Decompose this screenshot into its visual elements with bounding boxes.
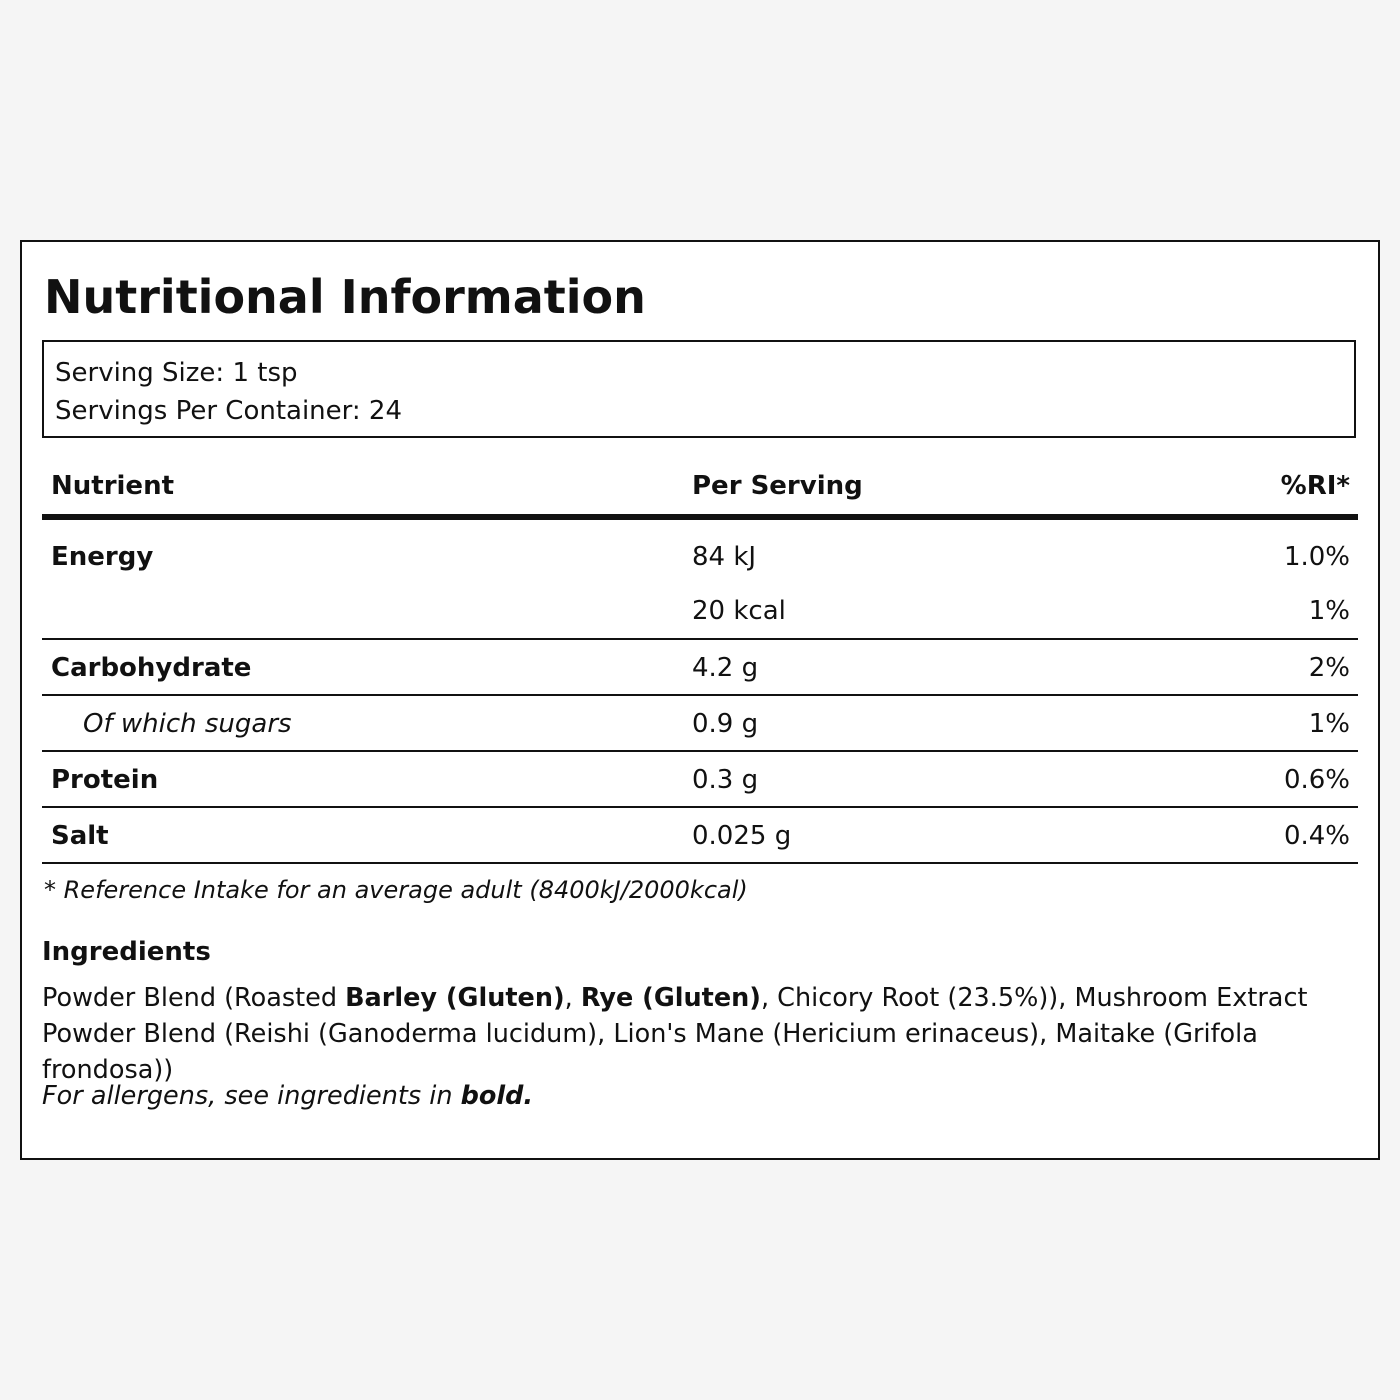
ri-value: 1.0%: [1283, 542, 1350, 572]
nutrient-name: Energy: [51, 542, 154, 572]
per-serving-value: 4.2 g: [692, 653, 759, 683]
page-title: Nutritional Information: [44, 270, 646, 324]
table-row-salt: [42, 808, 1358, 862]
nutrient-name: Salt: [51, 821, 109, 851]
per-serving-value: 0.9 g: [692, 709, 759, 739]
table-header-row: [42, 458, 1358, 514]
column-header-per-serving: Per Serving: [692, 471, 863, 501]
ingredients-part: Powder Blend (Roasted: [42, 983, 346, 1013]
ingredients-text: [42, 980, 1342, 1088]
per-serving-value: 84 kJ: [692, 542, 757, 572]
table-row-sugars: [42, 696, 1358, 750]
table-bottom-rule: [42, 862, 1358, 864]
ri-value: 1%: [1308, 596, 1350, 626]
nutrient-name: Carbohydrate: [51, 653, 252, 683]
allergen-ingredient: Barley (Gluten): [345, 983, 565, 1013]
allergen-note: [42, 1076, 533, 1116]
column-header-nutrient: Nutrient: [51, 471, 175, 501]
reference-intake-footnote: * Reference Intake for an average adult (8400kJ/2000kcal): [44, 876, 748, 904]
per-serving-value: 0.3 g: [692, 765, 759, 795]
ingredients-part: ,: [564, 983, 581, 1013]
ri-value: 0.4%: [1283, 821, 1350, 851]
nutrition-panel: [20, 240, 1380, 1160]
nutrition-table: [42, 458, 1358, 864]
servings-per-container: Servings Per Container: 24: [55, 396, 403, 426]
per-serving-value: 20 kcal: [692, 596, 786, 626]
ri-value: 0.6%: [1283, 765, 1350, 795]
serving-size: Serving Size: 1 tsp: [55, 358, 298, 388]
serving-info-box: [42, 340, 1356, 438]
table-row-carbohydrate: [42, 640, 1358, 694]
per-serving-value: 0.025 g: [692, 821, 792, 851]
nutrient-name: Protein: [51, 765, 159, 795]
ri-value: 1%: [1308, 709, 1350, 739]
allergen-note-text: For allergens, see ingredients in: [42, 1081, 461, 1111]
allergen-ingredient: Rye (Gluten): [580, 983, 761, 1013]
allergen-note-bold-word: bold.: [460, 1081, 534, 1111]
nutrient-name: Of which sugars: [83, 709, 292, 739]
ri-value: 2%: [1308, 653, 1350, 683]
ingredients-heading: Ingredients: [42, 937, 211, 967]
column-header-ri: %RI*: [1280, 471, 1350, 501]
table-row-energy: [42, 520, 1358, 638]
ingredients-part: , Chicory Root (23.5%)), Mushroom Extract Powder Blend (Reishi (Ganoderma lucidum), Lion's Mane (Hericium erinaceus), Maitake (Grifola frondosa)): [42, 983, 1308, 1085]
table-row-protein: [42, 752, 1358, 806]
